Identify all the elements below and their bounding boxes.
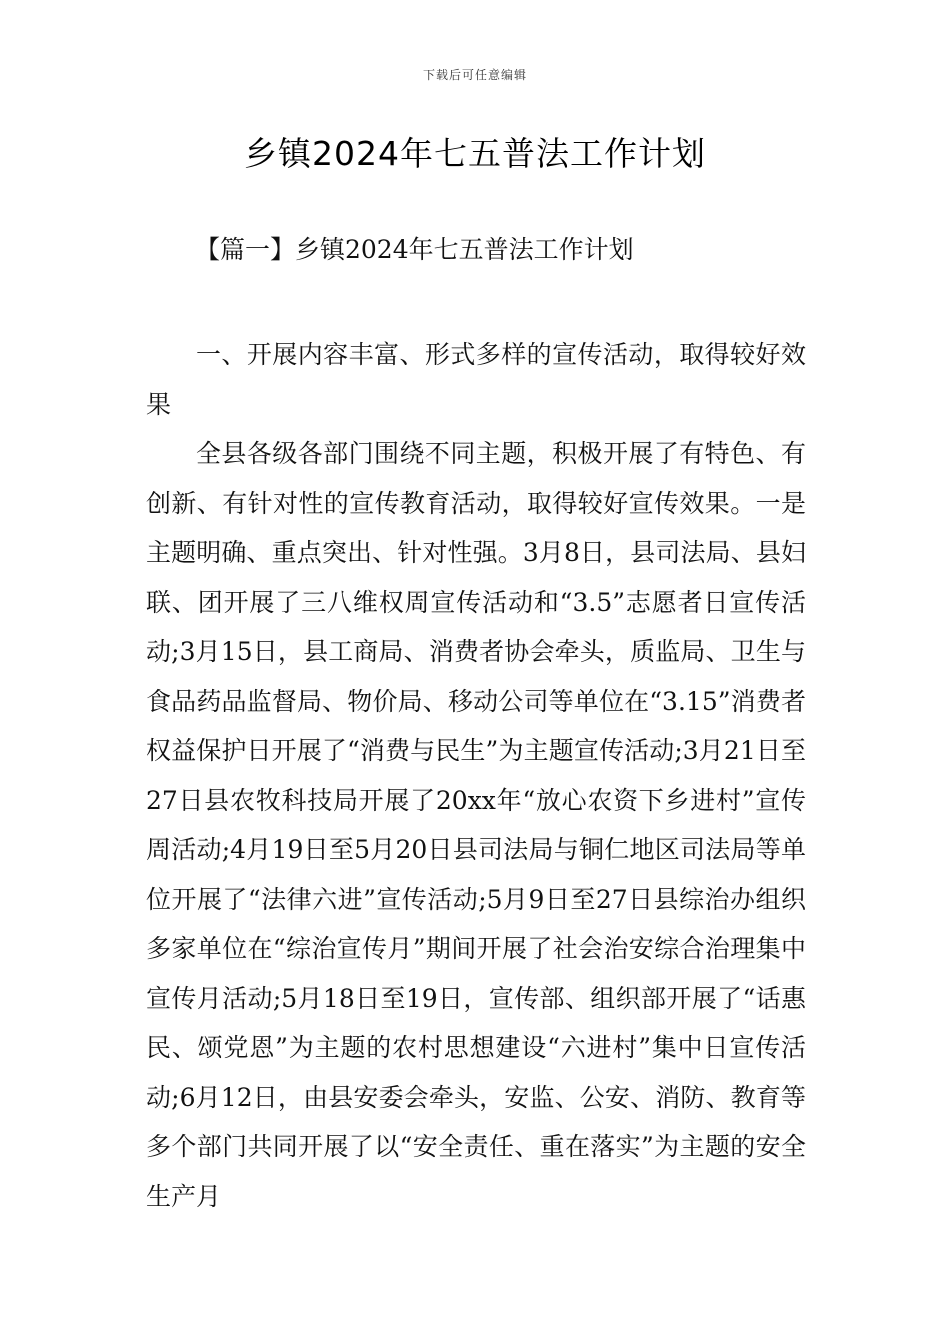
document-title: 乡镇2024年七五普法工作计划 [244,134,706,173]
document-subtitle: 【篇一】乡镇2024年七五普法工作计划 [195,235,634,264]
header-note: 下载后可任意编辑 [422,68,527,82]
document-body [146,330,806,1221]
body-paragraph: 全县各级各部门围绕不同主题，积极开展了有特色、有创新、有针对性的宣传教育活动，取得较好宣传效果。一是主题明确、重点突出、针对性强。3月8日，县司法局、县妇联、团开展了三八维权周宣传活动和“3.5”志愿者日宣传活动;3月15日，县工商局、消费者协会牵头，质监局、卫生与食品药品监督局、物价局、移动公司等单位在“3.15”消费者权益保护日开展了“消费与民生”为主题宣传活动;3月21日至27日县农牧科技局开展了20xx年“放心农资下乡进村”宣传周活动;4月19日至5月20日县司法局与铜仁地区司法局等单位开展了“法律六进”宣传活动;5月9日至27日县综治办组织多家单位在“综治宣传月”期间开展了社会治安综合治理集中宣传月活动;5月18日至19日，宣传部、组织部开展了“话惠民、颂党恩”为主题的农村思想建设“六进村”集中日宣传活动;6月12日，由县安委会牵头，安监、公安、消防、教育等多个部门共同开展了以“安全责任、重在落实”为主题的安全生产月 [146,439,806,1211]
section-heading: 一、开展内容丰富、形式多样的宣传活动，取得较好效果 [146,340,806,419]
